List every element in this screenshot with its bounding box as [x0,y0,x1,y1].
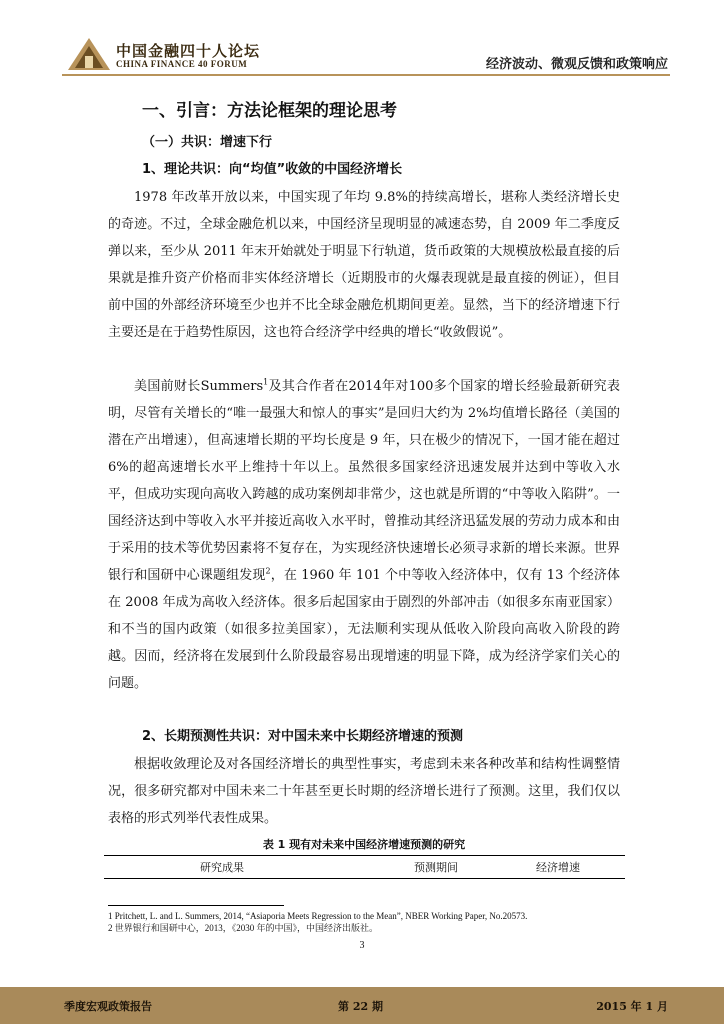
footer-date: 2015 年 1 月 [596,1000,668,1013]
paragraph-2 [108,373,620,697]
footnote-2: 2 世界银行和国研中心，2013，《2030 年的中国》，中国经济出版社。 [108,923,379,933]
logo-text-en: CHINA FINANCE 40 FORUM [116,59,248,69]
subsection-title: （一）共识：增速下行 [142,135,273,150]
footnotes [108,910,628,934]
footnote-divider [108,905,284,906]
running-header-title: 经济波动、微观反馈和政策响应 [485,57,668,72]
page-footer [0,987,724,1024]
footnote-ref-2: 2 [265,566,271,576]
header-divider [62,74,670,76]
page-header [0,0,724,90]
footer-issue: 第 22 期 [338,1000,383,1013]
footnote-1: 1 Pritchett, L. and L. Summers, 2014, “Asiaporia Meets Regression to the Mean”, NBER Working Paper, No.20573. [108,911,528,921]
forum-logo-icon [66,36,112,72]
table-caption: 表 1 现有对未来中国经济增速预测的研究 [262,838,466,851]
paragraph-2-part-c: ，在 1960 年 101 个中等收入经济体中，仅有 13 个经济体在 2008 年成为高收入经济体。很多后起国家由于剧烈的外部冲击（如很多东南亚国家）和不当的国内政策（如很多拉美国家），无法顺利实现从低收入阶段向高收入阶段的跨越。因而，经济将在发展到什么阶段最容易出现增速的明显下降，成为经济学家们关心的问题。 [108,568,620,691]
table-header-research: 研究成果 [200,861,244,874]
footnote-ref-1: 1 [263,377,269,387]
paragraph-2-part-b: 及其合作者在2014年对100多个国家的增长经验最新研究表明，尽管有关增长的“唯一最强大和惊人的事实”是回归大约为 2%均值增长路径（美国的潜在产出增速），但高速增长期的平均长度是 9 年，只在极少的情况下，一国才能在超过 6%的超高速增长水平上维持十年以上。虽然很多国家经济迅速发展并达到中等收入水平，但成功实现向高收入跨越的成功案例却非常少，这也就是所谓的“中等收入陷阱”。一国经济达到中等收入水平并接近高收入水平时，曾推动其经济迅猛发展的劳动力成本和由于采用的技术等优势因素将不复存在，为实现经济快速增长必须寻求新的增长来源。世界银行和国研中心课题组发现 [108,379,620,583]
section-title: 一、引言：方法论框架的理论思考 [142,101,397,121]
heading-forecast-consensus: 2、长期预测性共识：对中国未来中长期经济增速的预测 [142,729,464,744]
paragraph-3: 根据收敛理论及对各国经济增长的典型性事实，考虑到未来各种改革和结构性调整情况，很多研究都对中国未来二十年甚至更长时期的经济增长进行了预测。这里，我们仅以表格的形式列举代表性成果。 [108,757,620,826]
footer-report-name: 季度宏观政策报告 [64,1000,152,1013]
heading-theory-consensus: 1、理论共识：向“均值”收敛的中国经济增长 [142,162,403,177]
table-header-growth: 经济增速 [536,861,580,874]
paragraph-2-part-a: 美国前财长Summers [134,379,264,394]
paragraph-1: 1978 年改革开放以来，中国实现了年均 9.8%的持续高增长，堪称人类经济增长史的奇迹。不过，全球金融危机以来，中国经济呈现明显的减速态势，自 2009 年二季度反弹以来，至少从 2011 年末开始就处于明显下行轨道，货币政策的大规模放松最直接的后果就是推升资产价格而非实体经济增长（近期股市的火爆表现就是最直接的例证），但目前中国的外部经济环境至少也并不比全球金融危机期间更差。显然，当下的经济增速下行主要还是在于趋势性原因，这也符合经济学中经典的增长“收敛假说”。 [108,190,620,340]
table-header-period: 预测期间 [414,861,458,874]
logo-text-cn: 中国金融四十人论坛 [116,42,261,60]
page-number: 3 [359,940,365,951]
forecast-table-header [104,855,625,879]
